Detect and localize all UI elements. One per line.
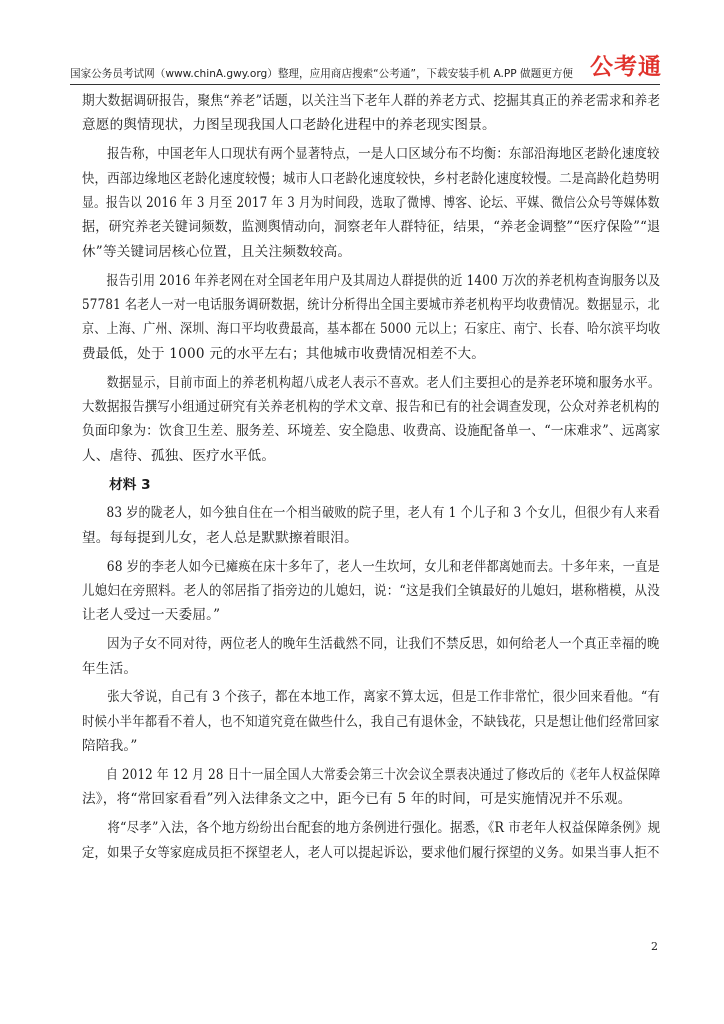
text-line: 定，如果子女等家庭成员拒不探望老人，老人可以提起诉讼，要求他们履行探望的义务。如果当事人拒不 [82, 844, 660, 861]
text-line: 陪陪我。” [82, 738, 138, 755]
paragraph [82, 501, 660, 550]
brand-logo: 公考通 [590, 54, 662, 80]
text-line: 张大爷说，自己有 3 个孩子，都在本地工作，离家不算太远，但是工作非常忙，很少回来看他。“有 [82, 689, 660, 706]
paragraph [82, 142, 660, 264]
text-line: 自 2012 年 12 月 28 日十一届全国人大常委会第三十次会议全票表决通过了修改后的《老年人权益保障 [82, 767, 661, 784]
paragraph [82, 816, 660, 865]
page-number: 2 [651, 940, 658, 953]
text-line: 望。每每提到儿女，老人总是默默擦着眼泪。 [82, 529, 358, 546]
text-line: 年生活。 [82, 660, 138, 677]
text-line: 因为子女不同对待，两位老人的晚年生活截然不同，让我们不禁反思，如何给老人一个真正幸福的晚 [82, 636, 660, 653]
header-divider [70, 84, 660, 85]
paragraph [82, 371, 660, 469]
paragraph [82, 685, 660, 758]
document-body [82, 89, 660, 865]
header-text: 国家公务员考试网（www.chinA.gwy.org）整理，应用商店搜索“公考通”，下载安装手机 A.PP 做题更方便 [70, 68, 574, 80]
text-line: 费最低，处于 1000 元的水平左右；其他城市收费情况相差不大。 [82, 345, 486, 362]
paragraph [82, 632, 660, 681]
text-line: 将“尽孝”入法，各个地方纷纷出台配套的地方条例进行强化。据悉，《R 市老年人权益保障条例》规 [82, 820, 661, 837]
page-header [70, 46, 662, 84]
paragraph [82, 89, 660, 138]
text-line: 数据显示，目前市面上的养老机构超八成老人表示不喜欢。老人们主要担心的是养老环境和服务水平。 [82, 374, 661, 391]
text-line: 时候小半年都看不着人，也不知道究竟在做些什么，我自己有退休金，不缺钱花，只是想让他们经常回家 [82, 713, 660, 730]
text-line: 让老人受过一天委屈。” [82, 607, 221, 624]
text-line: 报告称，中国老年人口现状有两个显著特点，一是人口区域分布不均衡：东部沿海地区老龄化速度较 [82, 146, 660, 163]
text-line: 负面印象为：饮食卫生差、服务差、环境差、安全隐患、收费高、设施配备单一、“一床难求”、远离家 [82, 423, 661, 440]
text-line: 57781 名老人一对一电话服务调研数据，统计分析得出全国主要城市养老机构平均收费情况。数据显示，北 [82, 297, 660, 314]
text-line: 据，研究养老关键词频数，监测舆情动向，洞察老年人群特征，结果，“养老金调整”“医疗保险”“退 [82, 219, 661, 236]
text-line: 人、虐待、孤独、医疗水平低。 [82, 447, 276, 464]
text-line: 法》，将“常回家看看”列入法律条文之中，距今已有 5 年的时间，可是实施情况并不乐观。 [82, 791, 632, 808]
paragraph [82, 763, 660, 812]
text-line: 显。报告以 2016 年 3 月至 2017 年 3 月为时间段，选取了微博、博客、论坛、平媒、微信公众号等媒体数 [82, 195, 660, 212]
paragraph [82, 269, 660, 367]
text-line: 儿媳妇在旁照料。老人的邻居指了指旁边的儿媳妇，说：“这是我们全镇最好的儿媳妇，堪称楷模，从没 [82, 583, 660, 600]
paragraph [82, 555, 660, 628]
text-line: 期大数据调研报告，聚焦“养老”话题，以关注当下老年人群的养老方式、挖掘其真正的养老需求和养老 [82, 93, 661, 109]
text-line: 报告引用 2016 年养老网在对全国老年用户及其周边人群提供的近 1400 万次的养老机构查询服务以及 [82, 272, 661, 289]
text-line: 68 岁的李老人如今已瘫痪在床十多年了，老人一生坎坷，女儿和老伴都离她而去。十多年来，一直是 [82, 558, 660, 575]
text-line: 大数据报告撰写小组通过研究有关养老机构的学术文章、报告和已有的社会调查发现，公众对养老机构的 [82, 399, 660, 416]
section-heading: 材料 3 [82, 476, 151, 493]
text-line: 快，西部边缘地区老龄化速度较慢；城市人口老龄化速度较快，乡村老龄化速度较慢。二是高龄化趋势明 [82, 170, 660, 187]
text-line: 京、上海、广州、深圳、海口平均收费最高，基本都在 5000 元以上；石家庄、南宁、长春、哈尔滨平均收 [82, 321, 661, 338]
text-line: 休”等关键词居核心位置，且关注频数较高。 [82, 243, 352, 260]
text-line: 83 岁的陇老人，如今独自住在一个相当破败的院子里，老人有 1 个儿子和 3 个女儿，但很少有人来看 [82, 505, 661, 522]
text-line: 意愿的舆情现状，力图呈现我国人口老龄化进程中的养老现实图景。 [82, 117, 496, 134]
